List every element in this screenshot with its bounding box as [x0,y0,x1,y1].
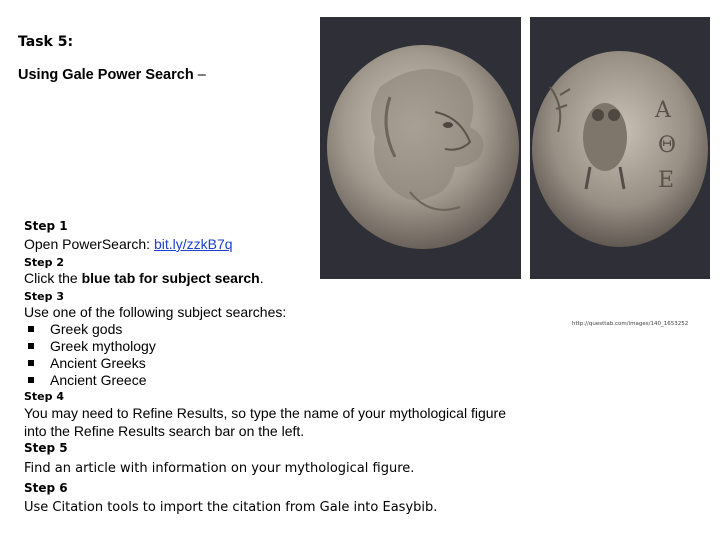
step-3-text: Use one of the following subject searches: [24,304,287,320]
list-item [24,372,147,388]
step-4-line-1: You may need to Refine Results, so type the name of your mythological figure [24,405,506,421]
step-1-text [24,236,233,252]
bullet-icon [28,326,34,332]
step-4-line-2: into the Refine Results search bar on the left. [24,423,305,439]
list-item [24,355,146,371]
step-1-heading: Step 1 [24,219,68,233]
step-2-bold: blue tab for subject search [81,270,260,286]
bullet-icon [28,377,34,383]
slide-subtitle [18,67,206,83]
step-6-heading: Step 6 [24,481,68,495]
step-2-heading: Step 2 [24,256,64,269]
task-title: Task 5: [18,34,74,50]
bullet-icon [28,360,34,366]
list-item [24,338,156,354]
step-2-text [24,270,264,286]
coin-letter-a: Α [655,98,671,123]
subtitle-dash: – [197,67,206,83]
step-3-heading: Step 3 [24,290,64,303]
step-2-suffix: . [259,270,264,286]
list-item-label: Greek mythology [50,338,156,354]
coin-letter-e: Ε [658,168,675,193]
image-credit: http://questtab.com/images/140_1653252 [572,321,689,327]
athenian-tetradrachm-image [320,17,710,279]
step-5-text: Find an article with information on your mythological figure. [24,461,415,476]
step-5-heading: Step 5 [24,441,68,455]
coin-photo [320,17,710,279]
list-item-label: Ancient Greeks [50,355,146,371]
step-4-heading: Step 4 [24,390,64,403]
coin-letter-theta: Θ [658,133,677,158]
list-item-label: Ancient Greece [50,372,147,388]
bullet-icon [28,343,34,349]
subtitle-text: Using Gale Power Search [18,67,194,83]
step-1-prefix: Open PowerSearch: [24,236,154,252]
step-2-prefix: Click the [24,270,82,286]
list-item [24,321,122,337]
list-item-label: Greek gods [50,321,123,337]
step-6-text: Use Citation tools to import the citation from Gale into Easybib. [24,500,438,515]
powersearch-link[interactable]: bit.ly/zzkB7q [153,236,233,252]
